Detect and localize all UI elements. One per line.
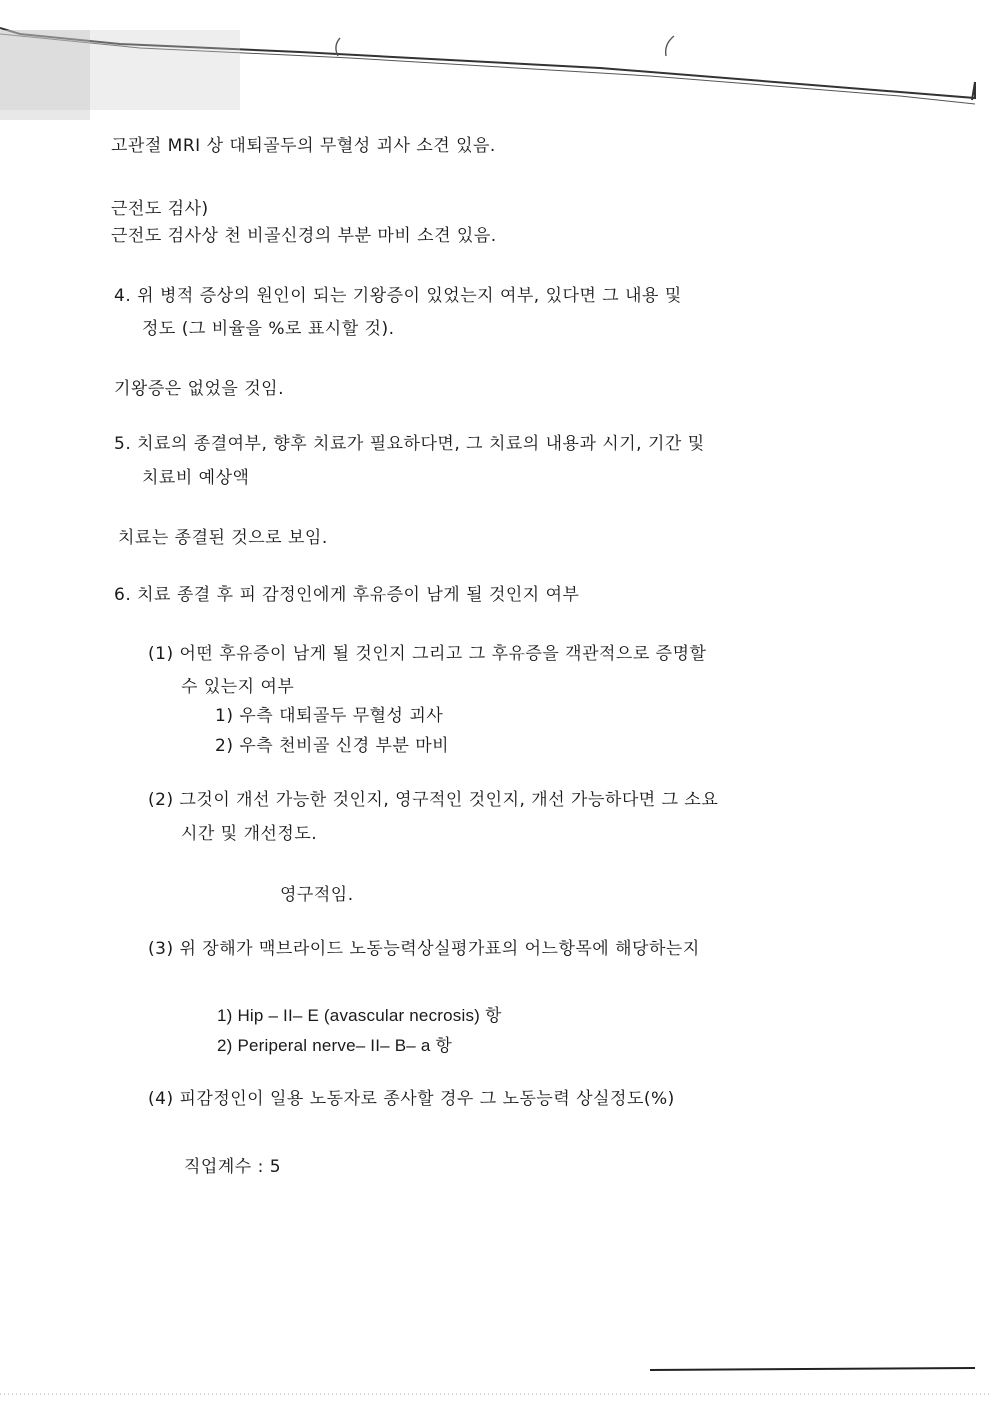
question-6-2-line-2: 시간 및 개선정도.	[181, 824, 318, 844]
answer-5: 치료는 종결된 것으로 보임.	[118, 528, 328, 548]
emg-heading: 근전도 검사)	[111, 199, 209, 219]
question-5-line-2: 치료비 예상액	[142, 468, 250, 488]
question-6-1-line-2: 수 있는지 여부	[181, 677, 295, 697]
answer-6-1-item-1: 1) 우측 대퇴골두 무혈성 괴사	[215, 706, 444, 726]
question-6-3: (3) 위 장해가 맥브라이드 노동능력상실평가표의 어느항목에 해당하는지	[148, 939, 700, 959]
answer-6-3-item-1: 1) Hip – II– E (avascular necrosis) 항	[217, 1006, 502, 1025]
answer-6-3-item-2: 2) Periperal nerve– II– B– a 항	[217, 1036, 453, 1055]
question-4-line-2: 정도 (그 비율을 %로 표시할 것).	[142, 319, 395, 339]
answer-6-4: 직업계수 : 5	[184, 1157, 282, 1177]
emg-finding: 근전도 검사상 천 비골신경의 부분 마비 소견 있음.	[111, 226, 497, 246]
scan-edge-top	[0, 0, 992, 130]
question-6-1-line-1: (1) 어떤 후유증이 남게 될 것인지 그리고 그 후유증을 객관적으로 증명할	[148, 644, 707, 664]
question-6-2-line-1: (2) 그것이 개선 가능한 것인지, 영구적인 것인지, 개선 가능하다면 그 소요	[148, 790, 719, 810]
answer-4: 기왕증은 없었을 것임.	[114, 379, 285, 399]
scan-edge-bottom	[0, 1360, 992, 1403]
question-4-line-1: 4. 위 병적 증상의 원인이 되는 기왕증이 있었는지 여부, 있다면 그 내용 및	[114, 286, 682, 306]
question-6-4: (4) 피감정인이 일용 노동자로 종사할 경우 그 노동능력 상실정도(%)	[148, 1089, 675, 1109]
answer-6-2: 영구적임.	[280, 885, 354, 905]
answer-6-1-item-2: 2) 우측 천비골 신경 부분 마비	[215, 736, 450, 756]
question-6: 6. 치료 종결 후 피 감정인에게 후유증이 남게 될 것인지 여부	[114, 585, 580, 605]
mri-finding: 고관절 MRI 상 대퇴골두의 무혈성 괴사 소견 있음.	[111, 136, 496, 156]
question-5-line-1: 5. 치료의 종결여부, 향후 치료가 필요하다면, 그 치료의 내용과 시기, 기간 및	[114, 434, 705, 454]
